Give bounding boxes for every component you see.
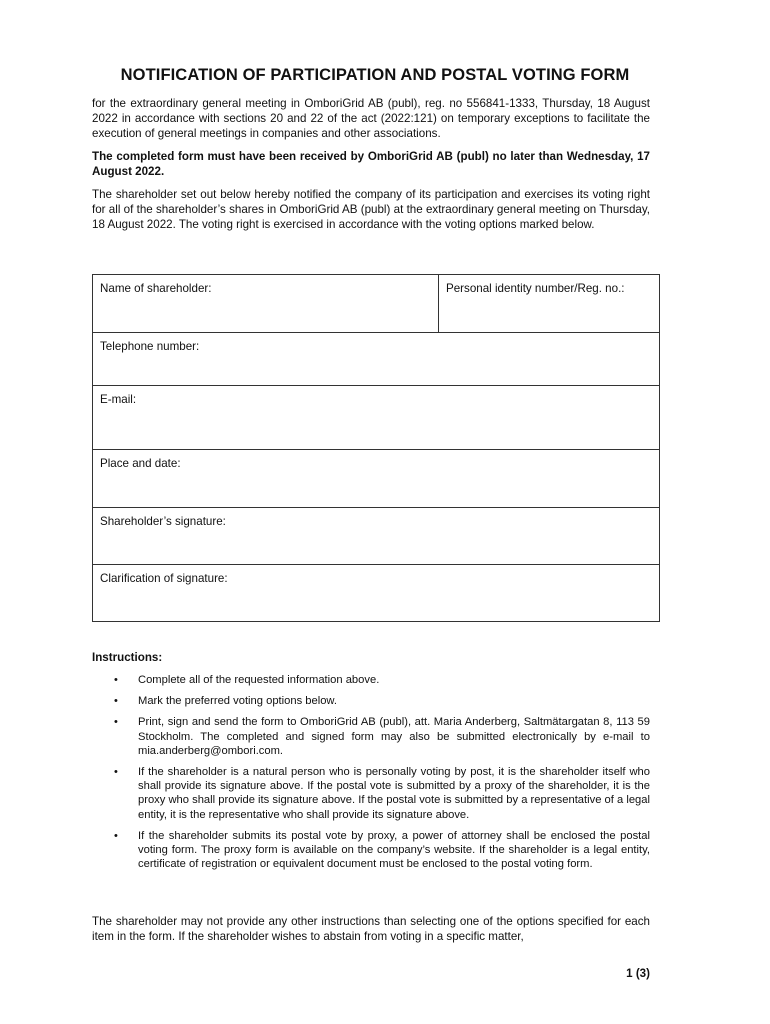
- form-title: NOTIFICATION OF PARTICIPATION AND POSTAL VOTING FORM: [120, 66, 630, 84]
- instruction-item: • If the shareholder submits its postal vote by proxy, a power of attorney shall be enclosed the postal voting form. The proxy form is available on the company’s website. If the shareholder is a legal entity, certificate of registration or equivalent document must be enclosed to the postal voting form.: [114, 829, 650, 871]
- bullet-icon: •: [114, 829, 118, 842]
- place-and-date-field[interactable]: [93, 450, 660, 508]
- notification-paragraph: The shareholder set out below hereby notified the company of its participation and exercises its voting right for all of the shareholder’s shares in OmboriGrid AB (publ) at the extraordinary general meeting on Thursday, 18 August 2022. The voting right is exercised in accordance with the voting options marked below.: [92, 188, 650, 232]
- instruction-item: • If the shareholder is a natural person who is personally voting by post, it is the shareholder itself who shall provide its signature above. If the postal vote is submitted by a proxy of the shareholder, it is the proxy who shall provide its signature above. If the postal vote is submitted by a representative of a legal entity, it is the representative who shall provide its signature above.: [114, 766, 650, 821]
- personal-id-label: Personal identity number/Reg. no.:: [446, 282, 625, 295]
- bullet-icon: •: [114, 674, 118, 686]
- telephone-field[interactable]: [93, 333, 660, 386]
- signature-field[interactable]: [93, 508, 660, 565]
- email-field[interactable]: [93, 386, 660, 450]
- email-label: E-mail:: [100, 393, 137, 406]
- instruction-item: • Mark the preferred voting options below.: [114, 695, 337, 708]
- bullet-icon: •: [114, 695, 118, 708]
- bullet-icon: •: [114, 766, 118, 779]
- instruction-item: • Complete all of the requested information above.: [114, 674, 380, 686]
- name-label: Name of shareholder:: [100, 282, 212, 295]
- shareholder-details-table: [92, 274, 660, 622]
- clarification-field[interactable]: [93, 565, 660, 622]
- intro-paragraph: for the extraordinary general meeting in OmboriGrid AB (publ), reg. no 556841-1333, Thursday, 18 August 2022 in accordance with sections 20 and 22 of the act (2022:121) on temporary exceptions to facilitate the execution of general meetings in companies and other associations.: [92, 97, 650, 141]
- instructions-list: [92, 673, 650, 878]
- place-and-date-label: Place and date:: [100, 457, 181, 470]
- instruction-item: • Print, sign and send the form to OmboriGrid AB (publ), att. Maria Anderberg, Saltmätargatan 8, 113 59 Stockholm. The completed and signed form may also be submitted electronically by e-mail to mia.anderberg@ombori.com.: [114, 716, 650, 757]
- page-number: 1 (3): [626, 967, 650, 980]
- bullet-icon: •: [114, 716, 118, 729]
- deadline-paragraph: The completed form must have been received by OmboriGrid AB (publ) no later than Wednesday, 17 August 2022.: [92, 150, 650, 179]
- personal-id-field[interactable]: [439, 275, 660, 333]
- telephone-label: Telephone number:: [100, 340, 200, 353]
- instructions-heading: Instructions:: [92, 651, 163, 664]
- name-of-shareholder-field[interactable]: [93, 275, 439, 333]
- clarification-label: Clarification of signature:: [100, 572, 228, 585]
- signature-label: Shareholder’s signature:: [100, 515, 226, 528]
- closing-paragraph: The shareholder may not provide any other instructions than selecting one of the options specified for each item in the form. If the shareholder wishes to abstain from voting in a specific matter,: [92, 915, 650, 944]
